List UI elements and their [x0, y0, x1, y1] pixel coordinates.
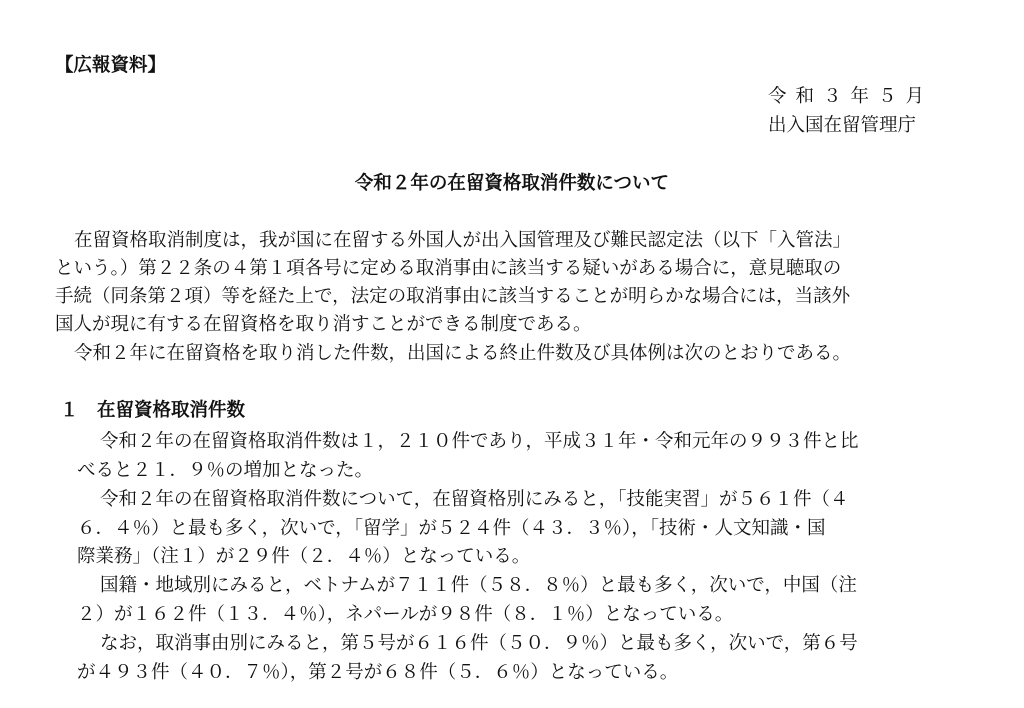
- text-line: 国籍・地域別にみると，ベトナムが７１１件（５８．８％）と最も多く，次いで，中国（注: [100, 575, 857, 596]
- text-line: ６．４％）と最も多く，次いで，「留学」が５２４件（４３．３％），「技術・人文知識・国: [77, 518, 826, 539]
- text-line: 令和２年の在留資格取消件数について，在留資格別にみると，「技能実習」が５６１件（４: [100, 489, 849, 510]
- press-release-tag: 【広報資料】: [55, 55, 167, 76]
- issuer-name: 出入国在留管理庁: [768, 115, 917, 136]
- text-line: べると２１．９％の増加となった。: [77, 460, 374, 481]
- text-line: ２）が１６２件（１３．４％），ネパールが９８件（８．１％）となっている。: [77, 604, 734, 625]
- text-line: という。）第２２条の４第１項各号に定める取消事由に該当する疑いがある場合に，意見聴取の: [55, 258, 842, 279]
- text-line: 際業務」（注１）が２９件（２．４％）となっている。: [77, 546, 531, 567]
- text-line: 手続（同条第２項）等を経た上で，法定の取消事由に該当することが明らかな場合には，当該外: [55, 286, 851, 307]
- text-line: 令和２年に在留資格を取り消した件数，出国による終止件数及び具体例は次のとおりである。: [74, 343, 852, 364]
- text-line: が４９３件（４０．７％），第２号が６８件（５．６％）となっている。: [77, 662, 679, 683]
- text-line: なお，取消事由別にみると，第５号が６１６件（５０．９％）と最も多く，次いで，第６号: [100, 633, 858, 654]
- date-issuer-block: [768, 82, 933, 140]
- text-line: 国人が現に有する在留資格を取り消すことができる制度である。: [55, 314, 592, 335]
- issue-date: 令和３年５月: [768, 86, 934, 107]
- section-heading-text: 在留資格取消件数: [97, 400, 246, 421]
- section-1-heading: [60, 397, 245, 425]
- text-line: 在留資格取消制度は，我が国に在留する外国人が出入国管理及び難民認定法（以下「入管法」: [74, 230, 852, 251]
- section-number: １: [60, 400, 79, 421]
- document-title: 令和２年の在留資格取消件数について: [354, 173, 670, 194]
- text-line: 令和２年の在留資格取消件数は１，２１０件であり，平成３１年・令和元年の９９３件と比: [100, 431, 859, 452]
